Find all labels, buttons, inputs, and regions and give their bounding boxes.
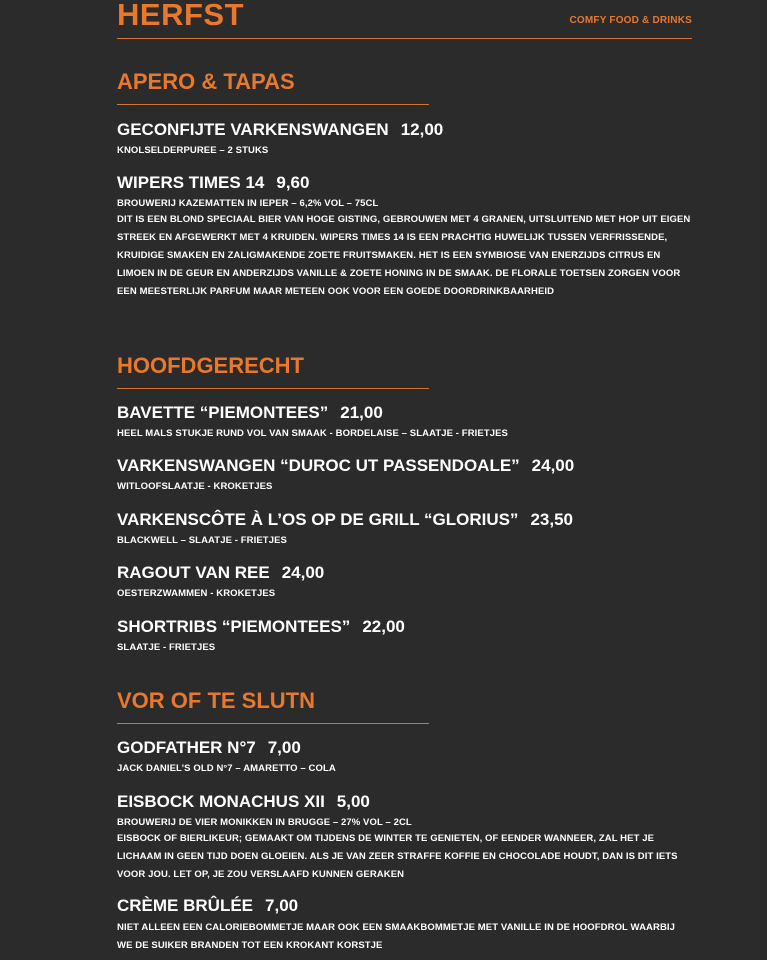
section-divider: [117, 104, 429, 105]
item-name: SHORTRIBS “PIEMONTEES”: [117, 617, 351, 636]
section-divider: [117, 723, 429, 724]
menu-page: [117, 0, 692, 951]
item-price: 21,00: [340, 403, 383, 422]
menu-item: [117, 896, 692, 955]
section-title: VOR OF TE SLUTN: [117, 688, 315, 713]
item-name: EISBOCK MONACHUS XII: [117, 792, 325, 811]
item-subtitle: BROUWERIJ KAZEMATTEN IN IEPER – 6,2% VOL – 75CL: [117, 198, 379, 209]
item-name: RAGOUT VAN REE: [117, 563, 270, 582]
item-price: 23,50: [530, 510, 573, 529]
item-name: WIPERS TIMES 14: [117, 173, 265, 192]
menu-item: [117, 173, 692, 301]
menu-title: HERFST: [117, 0, 244, 32]
section-hoofdgerecht: [117, 353, 692, 389]
item-subtitle: WITLOOFSLAATJE - KROKETJES: [117, 481, 273, 492]
section-title: APERO & TAPAS: [117, 69, 295, 94]
menu-tagline: COMFY FOOD & DRINKS: [569, 15, 692, 26]
item-name: GODFATHER N°7: [117, 738, 256, 757]
item-name: VARKENSWANGEN “DUROC UT PASSENDOALE”: [117, 456, 520, 475]
item-description: DIT IS EEN BLOND SPECIAAL BIER VAN HOGE GISTING, GEBROUWEN MET 4 GRANEN, UITSLUITEND MET HOP UIT EIGEN STREEK EN AFGEWERKT MET 4 KRUIDEN. WIPERS TIMES 14 IS EEN PRACHTIG HUWELIJK TUSSEN VERFRISSENDE, KRUIDIGE SMAKEN EN ZALIGMAKENDE ZOETE FRUITSMAKEN. HET IS EEN SYMBIOSE VAN ENERZIJDS CITRUS EN LIMOEN IN DE GEUR EN ANDERZIJDS VANILLE & ZOETE HONING IN DE SMAAK. DE FLORALE TOETSEN ZORGEN VOOR EEN MEESTERLIJK PARFUM MAAR METEEN OOK VOOR EEN GOEDE DOORDRINKBAARHEID: [117, 214, 691, 297]
menu-item: [117, 120, 692, 157]
item-subtitle: SLAATJE - FRIETJES: [117, 642, 216, 653]
item-subtitle: KNOLSELDERPUREE – 2 STUKS: [117, 145, 269, 156]
item-subtitle: OESTERZWAMMEN - KROKETJES: [117, 588, 276, 599]
item-name: GECONFIJTE VARKENSWANGEN: [117, 120, 389, 139]
item-price: 12,00: [400, 120, 444, 139]
item-price: 5,00: [336, 792, 370, 811]
menu-item: [117, 792, 692, 884]
item-description: NIET ALLEEN EEN CALORIEBOMMETJE MAAR OOK EEN SMAAKBOMMETJE MET VANILLE IN DE HOOFDROL WAARBIJ WE DE SUIKER BRANDEN TOT EEN KROKANT KORSTJE: [117, 922, 676, 951]
item-price: 7,00: [267, 738, 301, 757]
section-divider: [117, 388, 429, 389]
item-description: EISBOCK OF BIERLIKEUR; GEMAAKT OM TIJDENS DE WINTER TE GENIETEN, OF EENDER WANNEER, ZAL HET JE LICHAAM IN GEEN TIJD DOEN GLOEIEN. ALS JE VAN ZEER STRAFFE KOFFIE EN CHOCOLADE HOUDT, DAN IS DIT IETS VOOR JOU. LET OP, JE ZOU VERSLAAFD KUNNEN GERAKEN: [117, 833, 678, 880]
section-apero-tapas: [117, 69, 692, 105]
item-price: 22,00: [362, 617, 405, 636]
item-subtitle: BLACKWELL – SLAATJE - FRIETJES: [117, 535, 287, 546]
menu-item: [117, 563, 692, 600]
item-price: 9,60: [276, 173, 310, 192]
menu-item: [117, 403, 692, 440]
menu-item: [117, 738, 692, 775]
item-subtitle: HEEL MALS STUKJE RUND VOL VAN SMAAK - BORDELAISE – SLAATJE - FRIETJES: [117, 428, 508, 439]
item-price: 7,00: [265, 896, 299, 915]
item-name: VARKENSCÔTE À L’OS OP DE GRILL “GLORIUS”: [117, 510, 519, 529]
menu-item: [117, 456, 692, 493]
menu-header: [117, 0, 692, 39]
section-title: HOOFDGERECHT: [117, 353, 304, 378]
section-vor-of-te-slutn: [117, 688, 692, 724]
item-subtitle: JACK DANIEL’S OLD N°7 – AMARETTO – COLA: [117, 763, 336, 774]
item-price: 24,00: [281, 563, 325, 582]
item-price: 24,00: [531, 456, 575, 475]
item-name: BAVETTE “PIEMONTEES”: [117, 403, 329, 422]
item-name: CRÈME BRÛLÉE: [117, 896, 254, 915]
item-subtitle: BROUWERIJ DE VIER MONIKKEN IN BRUGGE – 27% VOL – 2CL: [117, 817, 412, 828]
menu-item: [117, 510, 692, 547]
menu-item: [117, 617, 692, 654]
